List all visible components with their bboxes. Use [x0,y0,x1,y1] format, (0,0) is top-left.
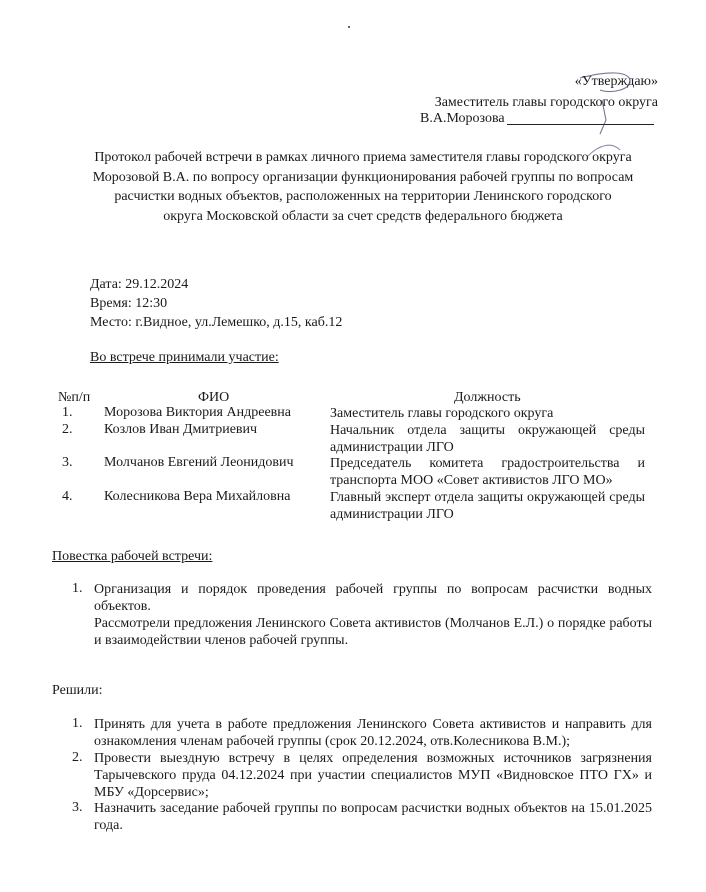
participant-name: Молчанов Евгений Леонидович [104,455,294,470]
row-num: 4. [62,489,73,504]
row-num: 2. [62,422,73,437]
col-header-position: Должность [454,390,521,405]
decision-num: 1. [72,716,83,731]
decision-text: Назначить заседание рабочей группы по вопросам расчистки водных объектов на 15.01.2025 года. [94,801,652,833]
title-line: Протокол рабочей встречи в рамках личного приема заместителя главы городского округа [94,150,632,165]
decision-text: Принять для учета в работе предложения Ленинского Совета активистов и направить для ознакомления членам рабочей группы (срок 20.12.2024, отв.Колесникова В.М.); [94,717,652,749]
col-header-name: ФИО [198,390,230,405]
participant-name: Морозова Виктория Андреевна [104,405,291,420]
col-header-num: №п/п [58,390,91,405]
participant-position: Заместитель главы городского округа [330,406,554,421]
title-line: Морозовой В.А. по вопросу организации функционирования рабочей группы по вопросам [92,169,634,185]
approval-stamp: «Утверждаю» [574,74,658,89]
approval-position: Заместитель главы городского округа [434,95,658,110]
meeting-date: Дата: 29.12.2024 [90,277,189,292]
row-num: 1. [62,405,73,420]
participant-position: Главный эксперт отдела защиты окружающей среды администрации ЛГО [330,490,645,522]
decision-text: Провести выездную встречу в целях определения возможных источников загрязнения Тарычевского пруда 04.12.2024 при участии специалистов МУП «Видновское ПТО ГХ» и МБУ «Дорсервис»; [94,751,652,800]
participant-position: Председатель комитета градостроительства и транспорта МОО «Совет активистов ЛГО МО» [330,456,645,488]
participants-heading: Во встрече принимали участие: [90,350,279,365]
row-num: 3. [62,455,73,470]
agenda-item-note: Рассмотрели предложения Ленинского Совета активистов (Молчанов Е.Л.) о порядке работы и взаимодействии членов рабочей группы. [94,616,652,648]
decision-num: 3. [72,800,83,815]
scan-dot [348,26,350,28]
agenda-item-text: Организация и порядок проведения рабочей группы по вопросам расчистки водных объектов. [94,582,652,614]
participant-name: Козлов Иван Дмитриевич [104,422,258,437]
title-line: расчистки водных объектов, расположенных на территории Ленинского городского [114,189,612,204]
decisions-heading: Решили: [52,683,103,698]
agenda-item-num: 1. [72,581,83,596]
document-title [80,148,646,226]
decision-num: 2. [72,750,83,765]
meeting-place: Место: г.Видное, ул.Лемешко, д.15, каб.12 [90,315,343,330]
participant-position: Начальник отдела защиты окружающей среды администрации ЛГО [330,423,645,455]
participant-name: Колесникова Вера Михайловна [104,489,291,504]
agenda-heading: Повестка рабочей встречи: [52,549,213,564]
approval-name: В.А.Морозова [420,111,505,126]
title-line: округа Московской области за счет средств федерального бюджета [163,208,563,224]
meeting-time: Время: 12:30 [90,296,168,311]
